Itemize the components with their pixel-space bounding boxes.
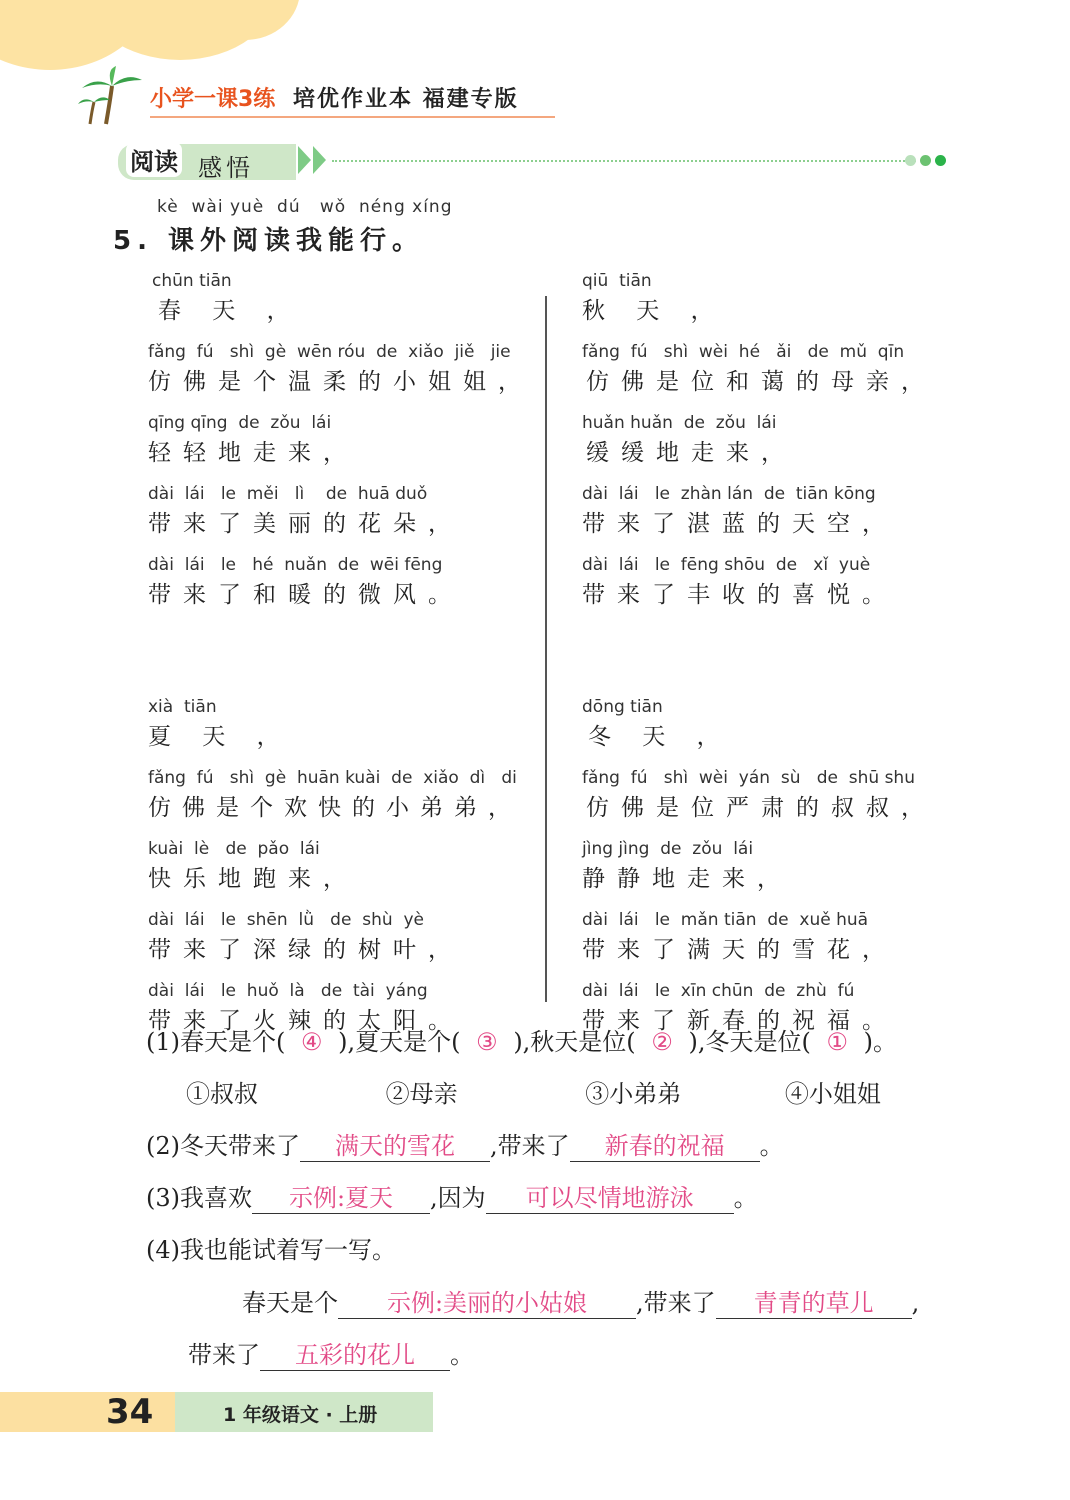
pinyin-line: dài lái le huǒ là de tài yáng xyxy=(148,981,428,1001)
question-3 xyxy=(146,1178,758,1214)
poem-column-left xyxy=(148,270,548,1122)
q4-text: 带来了 xyxy=(188,1341,260,1369)
q2-text: 。 xyxy=(759,1132,784,1160)
q2-answer-1: 满天的雪花 xyxy=(300,1126,490,1162)
hanzi-line: 带来了丰收的喜悦。 xyxy=(582,582,897,608)
hanzi-line: 冬 天 ， xyxy=(588,724,732,750)
hanzi-line: 缓缓地走来， xyxy=(586,440,796,466)
poem-winter xyxy=(582,696,982,1051)
q1-text: ),冬天是位( xyxy=(688,1028,811,1056)
hanzi-line: 静静地走来， xyxy=(582,866,792,892)
column-divider xyxy=(545,296,547,1002)
hanzi-line: 仿佛是个温柔的小姐姐， xyxy=(148,369,533,395)
page-number-band xyxy=(0,1392,175,1432)
q1-text: ),夏天是个( xyxy=(338,1028,461,1056)
q3-text: ,因为 xyxy=(430,1184,486,1212)
brand-subtitle: 培优作业本 福建专版 xyxy=(292,86,519,112)
q1-options xyxy=(186,1074,881,1109)
grade-label-band xyxy=(175,1392,433,1432)
hanzi-line: 带来了新春的祝福。 xyxy=(582,1008,897,1034)
poem-spring xyxy=(148,270,548,625)
pinyin-line: jìng jìng de zǒu lái xyxy=(582,839,754,859)
pinyin-line: chūn tiān xyxy=(152,271,232,291)
dot-icon xyxy=(935,155,946,166)
q3-answer-2: 可以尽情地游泳 xyxy=(486,1178,734,1214)
hanzi-line: 春 天 ， xyxy=(158,298,302,324)
hanzi-line: 轻轻地走来， xyxy=(148,440,358,466)
dot-icon xyxy=(920,155,931,166)
pinyin-line: qīng qīng de zǒu lái xyxy=(148,413,332,433)
q3-answer-1: 示例:夏天 xyxy=(252,1178,430,1214)
question-4: (4)我也能试着写一写。 xyxy=(146,1236,396,1264)
q4-text: , xyxy=(911,1289,920,1317)
hanzi-line: 仿佛是位严肃的叔叔， xyxy=(586,795,936,821)
hanzi-line: 夏 天 ， xyxy=(148,724,292,750)
brand-header xyxy=(150,82,519,113)
hanzi-line: 带来了湛蓝的天空， xyxy=(582,511,897,537)
q4-line-1 xyxy=(242,1283,919,1319)
section-tab xyxy=(118,144,296,180)
section-label-insight: 感悟 xyxy=(198,154,254,182)
hanzi-line: 带来了和暖的微风。 xyxy=(148,582,463,608)
pinyin-line: dài lái le mǎn tiān de xuě huā xyxy=(582,910,869,930)
question-2 xyxy=(146,1126,784,1162)
q2-answer-2: 新春的祝福 xyxy=(570,1126,760,1162)
q1-answer-spring: ④ xyxy=(301,1028,323,1056)
pinyin-line: fǎng fú shì gè huān kuài de xiǎo dì di xyxy=(148,768,517,788)
pinyin-line: dōng tiān xyxy=(582,697,663,717)
option-uncle: ①叔叔 xyxy=(186,1080,258,1108)
brand-series: 小学一课3练 xyxy=(150,87,276,112)
pinyin-line: kuài lè de pǎo lái xyxy=(148,839,320,859)
dot-icon xyxy=(905,155,916,166)
q4-text: 春天是个 xyxy=(242,1289,338,1317)
q4-answer-1: 示例:美丽的小姑娘 xyxy=(338,1283,636,1319)
q3-text: 。 xyxy=(733,1184,758,1212)
pinyin-line: huǎn huǎn de zǒu lái xyxy=(582,413,777,433)
question-title-pinyin: kè wài yuè dú wǒ néng xíng xyxy=(157,197,453,217)
question-title-text: 5. 课外阅读我能行。 xyxy=(113,226,425,256)
pinyin-line: dài lái le shēn lǜ de shù yè xyxy=(148,910,424,930)
hanzi-line: 带来了火辣的太阳。 xyxy=(148,1008,463,1034)
option-little-sister: ④小姐姐 xyxy=(784,1080,881,1108)
q4-text: ,带来了 xyxy=(636,1289,716,1317)
q1-answer-autumn: ② xyxy=(651,1028,673,1056)
hanzi-line: 快乐地跑来， xyxy=(148,866,358,892)
poem-column-right xyxy=(582,270,982,1122)
question-title xyxy=(113,196,453,257)
question-1 xyxy=(146,1022,897,1057)
hanzi-line: 带来了美丽的花朵， xyxy=(148,511,463,537)
q1-answer-summer: ③ xyxy=(476,1028,498,1056)
pinyin-line: dài lái le xīn chūn de zhù fú xyxy=(582,981,855,1001)
pinyin-line: fǎng fú shì wèi hé ǎi de mǔ qīn xyxy=(582,342,905,362)
pinyin-line: dài lái le zhàn lán de tiān kōng xyxy=(582,484,876,504)
option-mother: ②母亲 xyxy=(385,1080,458,1108)
q1-text: (1)春天是个( xyxy=(146,1028,286,1056)
hanzi-line: 秋 天 ， xyxy=(582,298,726,324)
arrow-icon xyxy=(313,146,326,174)
hanzi-line: 仿佛是个欢快的小弟弟， xyxy=(148,795,522,821)
q4-line-2 xyxy=(188,1335,474,1371)
q3-text: (3)我喜欢 xyxy=(146,1184,252,1212)
pinyin-line: dài lái le fēng shōu de xǐ yuè xyxy=(582,555,871,575)
palm-tree-icon xyxy=(76,66,148,126)
pinyin-line: xià tiān xyxy=(148,697,217,717)
option-little-brother: ③小弟弟 xyxy=(585,1080,682,1108)
header-underline xyxy=(150,116,555,118)
pinyin-line: dài lái le měi lì de huā duǒ xyxy=(148,484,428,504)
pinyin-line: dài lái le hé nuǎn de wēi fēng xyxy=(148,555,443,575)
pinyin-line: qiū tiān xyxy=(582,271,652,291)
q1-text: ),秋天是位( xyxy=(513,1028,636,1056)
q1-text: )。 xyxy=(863,1028,897,1056)
pinyin-line: fǎng fú shì gè wēn róu de xiǎo jiě jie xyxy=(148,342,511,362)
pinyin-line: fǎng fú shì wèi yán sù de shū shu xyxy=(582,768,915,788)
poem-autumn xyxy=(582,270,982,625)
q2-text: (2)冬天带来了 xyxy=(146,1132,300,1160)
q4-text: 。 xyxy=(450,1341,474,1369)
q4-answer-2: 青青的草儿 xyxy=(716,1283,912,1319)
q4-answer-3: 五彩的花儿 xyxy=(260,1335,450,1371)
dotted-divider xyxy=(332,160,916,162)
hanzi-line: 带来了满天的雪花， xyxy=(582,937,897,963)
hanzi-line: 带来了深绿的树叶， xyxy=(148,937,463,963)
q1-answer-winter: ① xyxy=(826,1028,848,1056)
poem-summer xyxy=(148,696,548,1051)
section-label-reading: 阅读 xyxy=(126,142,182,177)
grade-label: 1 年级语文 · 上册 xyxy=(223,1404,378,1426)
page-number: 34 xyxy=(106,1392,154,1432)
q2-text: ,带来了 xyxy=(490,1132,570,1160)
hanzi-line: 仿佛是位和蔼的母亲， xyxy=(586,369,936,395)
arrow-icon xyxy=(298,146,311,174)
